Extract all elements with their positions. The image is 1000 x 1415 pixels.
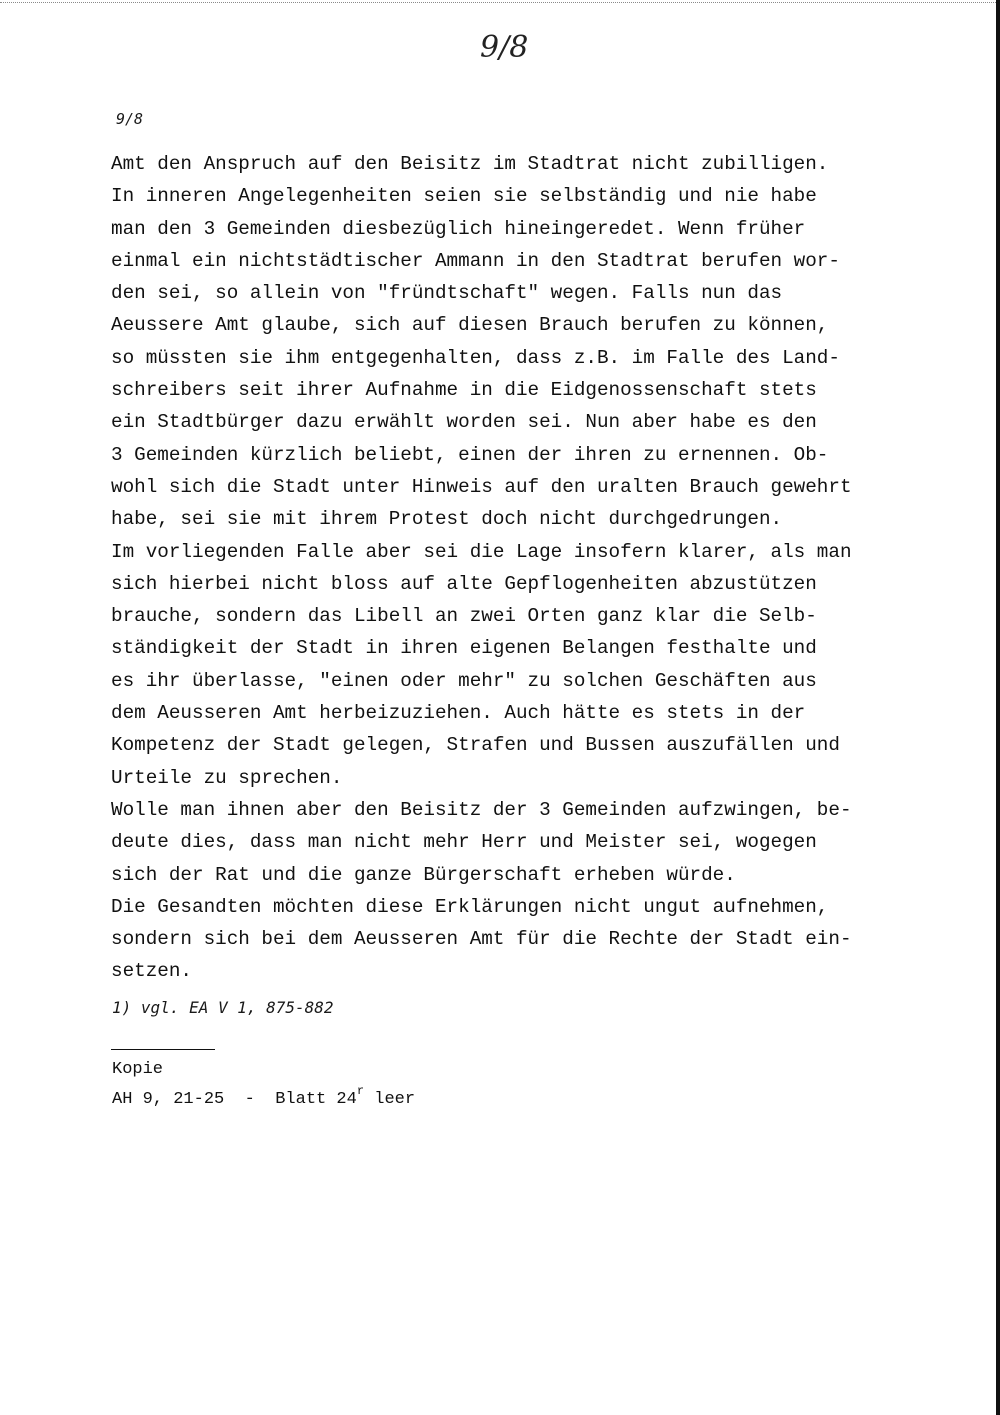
text-line: ein Stadtbürger dazu erwählt worden sei. Nun aber habe es den (111, 411, 817, 434)
text-line: schreibers seit ihrer Aufnahme in die Eidgenossenschaft stets (111, 379, 817, 402)
handwritten-page-number: 9/8 (480, 30, 529, 65)
text-line: Urteile zu sprechen. (111, 766, 343, 789)
text-line: In inneren Angelegenheiten seien sie selbständig und nie habe (111, 185, 817, 208)
scan-top-edge (0, 2, 1000, 3)
archive-reference-sup: r (356, 1084, 365, 1098)
text-line: es ihr überlasse, "einen oder mehr" zu solchen Geschäften aus (111, 669, 817, 692)
text-line: man den 3 Gemeinden diesbezüglich hineingeredet. Wenn früher (111, 217, 806, 240)
text-line: Amt den Anspruch auf den Beisitz im Stadtrat nicht zubilligen. (111, 153, 829, 175)
archive-reference (112, 1084, 415, 1109)
text-line: dem Aeusseren Amt herbeizuziehen. Auch hätte es stets in der (111, 702, 806, 725)
text-line: sich der Rat und die ganze Bürgerschaft erheben würde. (111, 863, 736, 886)
text-line: so müssten sie ihm entgegenhalten, dass z.B. im Falle des Land- (111, 346, 840, 369)
body-text (111, 148, 901, 988)
footnote: 1) vgl. EA V 1, 875-882 (112, 998, 334, 1017)
scan-right-edge (996, 0, 1000, 1415)
text-line: sondern sich bei dem Aeusseren Amt für die Rechte der Stadt ein- (111, 928, 852, 951)
page-number: 9/8 (116, 110, 144, 128)
text-line: Wolle man ihnen aber den Beisitz der 3 Gemeinden aufzwingen, be- (111, 798, 852, 821)
archive-reference-main: AH 9, 21-25 - Blatt 24 (112, 1090, 357, 1109)
text-line: habe, sei sie mit ihrem Protest doch nicht durchgedrungen. (111, 508, 783, 531)
text-line: Aeussere Amt glaube, sich auf diesen Brauch berufen zu können, (111, 314, 829, 337)
text-line: 3 Gemeinden kürzlich beliebt, einen der ihren zu ernennen. Ob- (111, 443, 829, 466)
text-line: brauche, sondern das Libell an zwei Orten ganz klar die Selb- (111, 605, 817, 628)
footnote-separator (111, 1049, 215, 1050)
text-line: sich hierbei nicht bloss auf alte Gepflogenheiten abzustützen (111, 572, 817, 595)
text-line: wohl sich die Stadt unter Hinweis auf den uralten Brauch gewehrt (111, 475, 852, 498)
text-line: setzen. (111, 960, 192, 983)
archive-label: Kopie (112, 1060, 164, 1079)
text-line: deute dies, dass man nicht mehr Herr und Meister sei, wogegen (111, 831, 817, 854)
text-line: Im vorliegenden Falle aber sei die Lage insofern klarer, als man (111, 540, 852, 563)
text-line: ständigkeit der Stadt in ihren eigenen Belangen festhalte und (111, 637, 817, 660)
text-line: Die Gesandten möchten diese Erklärungen nicht ungut aufnehmen, (111, 895, 829, 918)
archive-reference-end: leer (364, 1090, 416, 1109)
text-line: den sei, so allein von "fründtschaft" wegen. Falls nun das (111, 282, 783, 305)
text-line: Kompetenz der Stadt gelegen, Strafen und Bussen auszufällen und (111, 734, 840, 757)
text-line: einmal ein nichtstädtischer Ammann in den Stadtrat berufen wor- (111, 249, 840, 272)
